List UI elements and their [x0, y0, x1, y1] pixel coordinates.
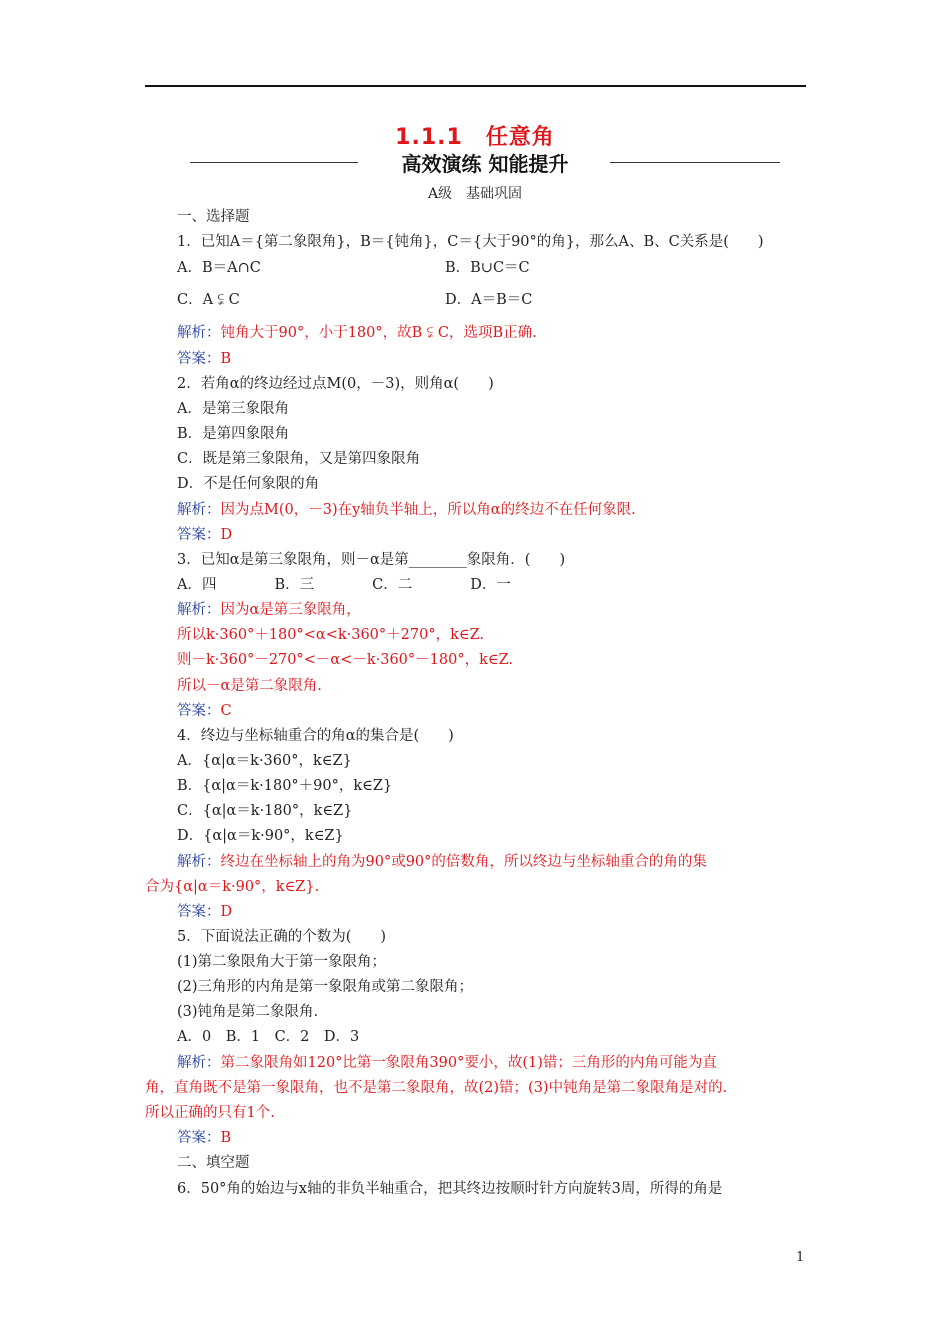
question-5-statement-2: (2)三角形的内角是第一象限角或第二象限角； — [177, 979, 474, 995]
page-number: 1 — [796, 1250, 805, 1265]
question-4-option-a: A．{α|α＝k·360°，k∈Z} — [177, 753, 352, 769]
section-heading: 一、选择题 — [177, 209, 250, 225]
analysis-label: 解析： — [177, 1055, 221, 1071]
question-5-analysis — [177, 1053, 717, 1073]
question-4-analysis-line-2: 合为{α|α＝k·90°，k∈Z}. — [145, 879, 320, 895]
question-5-answer — [177, 1128, 231, 1148]
question-5-statement-1: (1)第二象限角大于第一象限角； — [177, 954, 387, 970]
analysis-label: 解析： — [177, 502, 221, 518]
answer-value: D — [220, 904, 233, 920]
answer-label: 答案： — [177, 527, 221, 543]
question-1-option-a: A．B＝A∩C — [177, 260, 261, 276]
question-1-option-c: C．A ⫋ C — [177, 292, 240, 308]
question-5-stem: 5．下面说法正确的个数为( ) — [177, 929, 387, 945]
question-2-analysis — [177, 500, 636, 520]
question-5-analysis-line-2: 角，直角既不是第一象限角，也不是第二象限角，故(2)错；(3)中钝角是第二象限角是对的. — [145, 1080, 728, 1096]
analysis-text: 第二象限角如120°比第一象限角390°要小，故(1)错；三角形的内角可能为直 — [220, 1055, 717, 1071]
question-1-option-b: B．B∪C＝C — [445, 260, 530, 276]
question-2-stem: 2．若角α的终边经过点M(0，－3)，则角α( ) — [177, 376, 494, 392]
answer-value: C — [220, 703, 232, 719]
question-2-answer — [177, 525, 232, 545]
section-heading: 二、填空题 — [177, 1155, 250, 1171]
question-1-answer — [177, 349, 231, 369]
subtitle-rule-right — [610, 162, 780, 163]
question-4-stem: 4．终边与坐标轴重合的角α的集合是( ) — [177, 728, 454, 744]
question-2-option-c: C．既是第三象限角，又是第四象限角 — [177, 451, 421, 467]
analysis-label: 解析： — [177, 854, 221, 870]
question-3-analysis-line-4: 所以－α是第二象限角. — [177, 678, 322, 694]
analysis-text: 因为点M(0，－3)在y轴负半轴上，所以角α的终边不在任何象限. — [220, 502, 636, 518]
question-3-answer — [177, 701, 232, 721]
question-4-option-b: B．{α|α＝k·180°＋90°，k∈Z} — [177, 778, 393, 794]
question-3-analysis — [177, 600, 361, 620]
subtitle: 高效演练 知能提升 — [401, 152, 569, 176]
analysis-label: 解析： — [177, 325, 221, 341]
answer-label: 答案： — [177, 351, 221, 367]
question-5-options: A．0 B．1 C．2 D．3 — [177, 1029, 360, 1045]
question-3-analysis-line-2: 所以k·360°＋180°<α<k·360°＋270°，k∈Z. — [177, 627, 485, 643]
answer-value: B — [220, 1130, 232, 1146]
question-6-stem: 6．50°角的始边与x轴的非负半轴重合，把其终边按顺时针方向旋转3周，所得的角是 — [177, 1181, 723, 1197]
question-1-analysis — [177, 323, 537, 343]
answer-value: B — [220, 351, 232, 367]
question-3-analysis-line-3: 则－k·360°－270°<－α<－k·360°－180°，k∈Z. — [177, 652, 514, 668]
question-3-options: A．四 B．三 C．二 D．一 — [177, 577, 511, 593]
answer-value: D — [220, 527, 233, 543]
question-2-option-b: B．是第四象限角 — [177, 426, 290, 442]
analysis-label: 解析： — [177, 602, 221, 618]
level-heading: A级 基础巩固 — [427, 186, 523, 202]
analysis-text: 终边在坐标轴上的角为90°或90°的倍数角，所以终边与坐标轴重合的角的集 — [220, 854, 707, 870]
header-rule — [145, 85, 806, 87]
question-4-option-c: C．{α|α＝k·180°，k∈Z} — [177, 803, 353, 819]
answer-label: 答案： — [177, 1130, 221, 1146]
question-3-stem: 3．已知α是第三象限角，则－α是第________象限角．( ) — [177, 552, 566, 568]
subtitle-banner — [190, 148, 780, 176]
analysis-text: 钝角大于90°，小于180°，故B ⫋ C，选项B正确. — [220, 325, 537, 341]
question-1-stem: 1．已知A＝{第二象限角}，B＝{钝角}，C＝{大于90°的角}，那么A、B、C关系是( ) — [177, 234, 764, 250]
answer-label: 答案： — [177, 703, 221, 719]
question-1-option-d: D．A＝B＝C — [445, 292, 533, 308]
analysis-text: 因为α是第三象限角， — [220, 602, 361, 618]
question-4-analysis — [177, 852, 707, 872]
question-5-analysis-line-3: 所以正确的只有1个. — [145, 1105, 275, 1121]
question-4-option-d: D．{α|α＝k·90°，k∈Z} — [177, 828, 344, 844]
question-5-statement-3: (3)钝角是第二象限角. — [177, 1004, 319, 1020]
page-title: 1.1.1 任意角 — [395, 125, 555, 150]
question-2-option-a: A．是第三象限角 — [177, 401, 289, 417]
question-2-option-d: D．不是任何象限的角 — [177, 476, 320, 492]
answer-label: 答案： — [177, 904, 221, 920]
question-4-answer — [177, 902, 232, 922]
